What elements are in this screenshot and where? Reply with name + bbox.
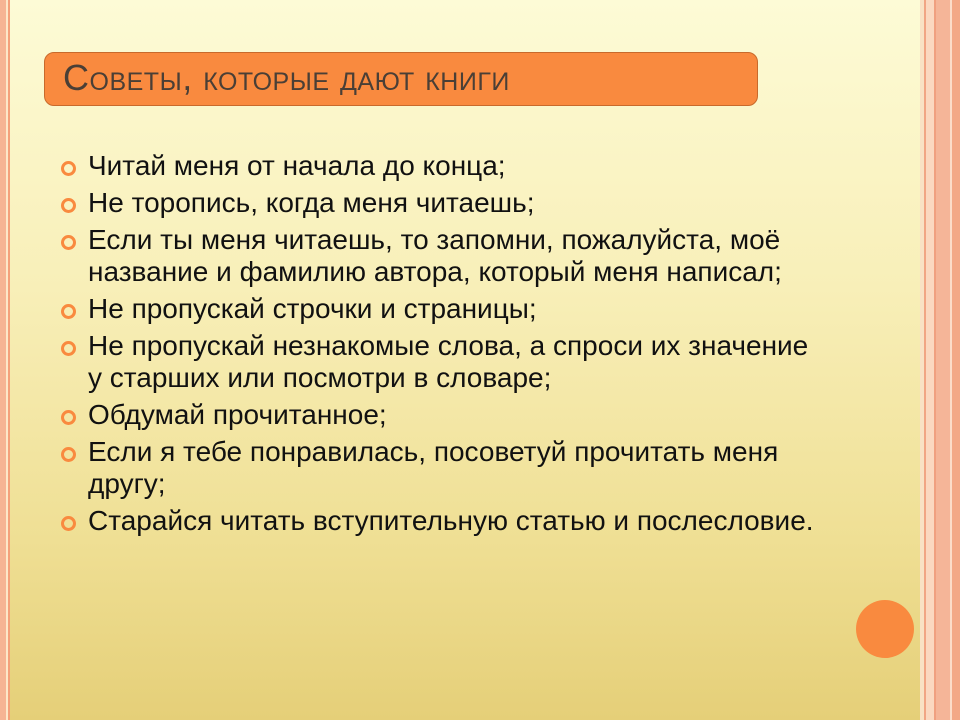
bullet-item: [60, 224, 830, 288]
orange-circle-decoration: [856, 600, 914, 658]
bullet-item: [60, 293, 830, 325]
ring-bullet-icon: [61, 341, 76, 356]
bullet-text: Не пропускай незнакомые слова, а спроси их значение у старших или посмотри в словаре;: [88, 330, 809, 393]
bullet-text: Старайся читать вступительную статью и послесловие.: [88, 505, 814, 536]
bullet-text: Обдумай прочитанное;: [88, 399, 387, 430]
slide-title: Советы, которые дают книги: [63, 57, 510, 98]
bullet-item: [60, 150, 830, 182]
bullet-text: Если ты меня читаешь, то запомни, пожалуйста, моё название и фамилию автора, который меня написал;: [88, 224, 782, 287]
ring-bullet-icon: [61, 161, 76, 176]
ring-bullet-icon: [61, 447, 76, 462]
ring-bullet-icon: [61, 516, 76, 531]
ring-bullet-icon: [61, 198, 76, 213]
right-stripe-5: [936, 0, 950, 720]
bullet-text: Не торопись, когда меня читаешь;: [88, 187, 535, 218]
ring-bullet-icon: [61, 304, 76, 319]
right-stripe-7: [952, 0, 960, 720]
bullet-text: Если я тебе понравилась, посоветуй прочитать меня другу;: [88, 436, 779, 499]
bullet-item: [60, 505, 830, 537]
ring-bullet-icon: [61, 410, 76, 425]
bullet-text: Читай меня от начала до конца;: [88, 150, 506, 181]
bullet-text: Не пропускай строчки и страницы;: [88, 293, 537, 324]
left-stripe-3: [8, 0, 10, 720]
right-decorative-band: [920, 0, 960, 720]
bullet-list: [60, 150, 830, 542]
ring-bullet-icon: [61, 235, 76, 250]
slide-title-box: [44, 52, 758, 106]
bullet-item: [60, 330, 830, 394]
bullet-item: [60, 187, 830, 219]
bullet-item: [60, 436, 830, 500]
bullet-item: [60, 399, 830, 431]
right-stripe-3: [926, 0, 934, 720]
